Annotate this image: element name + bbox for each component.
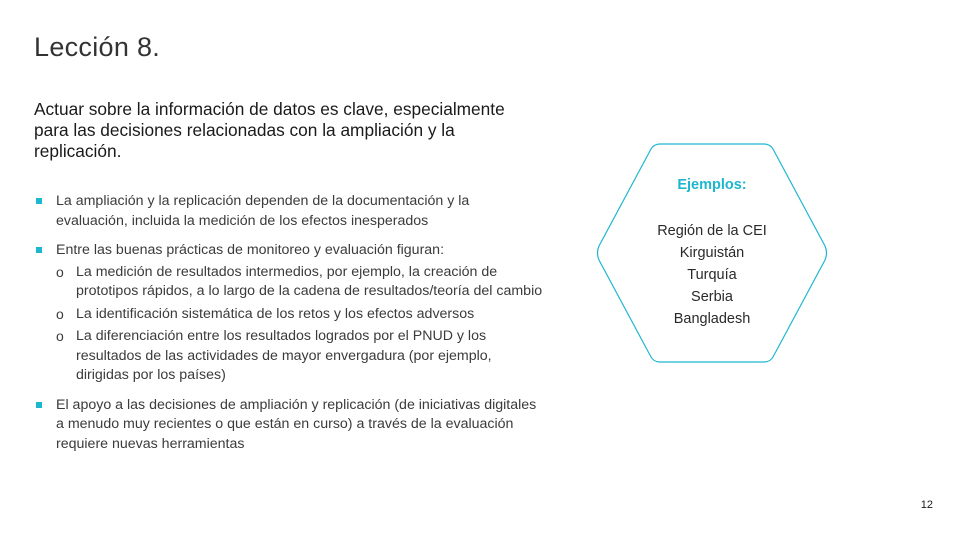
examples-panel bbox=[592, 140, 832, 366]
example-item: Kirguistán bbox=[679, 245, 745, 261]
sub-bullet-item bbox=[56, 327, 544, 386]
sub-bullet-text: La identificación sistemática de los retos y los efectos adversos bbox=[76, 305, 475, 322]
circle-bullet-icon: o bbox=[56, 263, 64, 280]
example-item: Región de la CEI bbox=[657, 223, 767, 239]
examples-list bbox=[592, 220, 832, 330]
circle-bullet-icon: o bbox=[56, 305, 64, 322]
page-number: 12 bbox=[920, 499, 933, 511]
square-bullet-icon bbox=[36, 198, 42, 204]
example-item: Turquía bbox=[687, 267, 737, 283]
bullet-item bbox=[34, 192, 544, 231]
circle-bullet-icon: o bbox=[56, 328, 64, 344]
sub-bullet-list bbox=[56, 263, 544, 386]
square-bullet-icon bbox=[36, 402, 42, 408]
sub-bullet-item bbox=[56, 263, 544, 302]
square-bullet-icon bbox=[36, 247, 42, 253]
sub-bullet-text: La medición de resultados intermedios, por ejemplo, la creación de prototipos rápidos, a lo largo de la cadena de resultados/teoría del cambio bbox=[76, 263, 543, 299]
bullet-list bbox=[34, 192, 544, 454]
bullet-text: La ampliación y la replicación dependen de la documentación y la evaluación, incluida la medición de los efectos inesperados bbox=[56, 193, 470, 229]
slide-title: Lección 8. bbox=[34, 32, 161, 62]
lead-statement: Actuar sobre la información de datos es clave, especialmente para las decisiones relacionadas con la ampliación y la replicación. bbox=[34, 99, 505, 161]
bullet-text: Entre las buenas prácticas de monitoreo y evaluación figuran: bbox=[56, 242, 445, 258]
example-item: Bangladesh bbox=[673, 311, 751, 327]
sub-bullet-text: La diferenciación entre los resultados logrados por el PNUD y los resultados de las actividades de mayor envergadura (por ejemplo, dirigidas por los países) bbox=[76, 328, 492, 383]
bullet-item bbox=[34, 241, 544, 386]
examples-heading: Ejemplos: bbox=[677, 177, 747, 193]
bullet-text: El apoyo a las decisiones de ampliación y replicación (de iniciativas digitales a menudo muy recientes o que están en curso) a través de la evaluación requiere nuevas herramientas bbox=[56, 396, 537, 452]
example-item: Serbia bbox=[691, 289, 733, 305]
sub-bullet-item bbox=[56, 305, 544, 325]
bullet-item bbox=[34, 396, 544, 455]
